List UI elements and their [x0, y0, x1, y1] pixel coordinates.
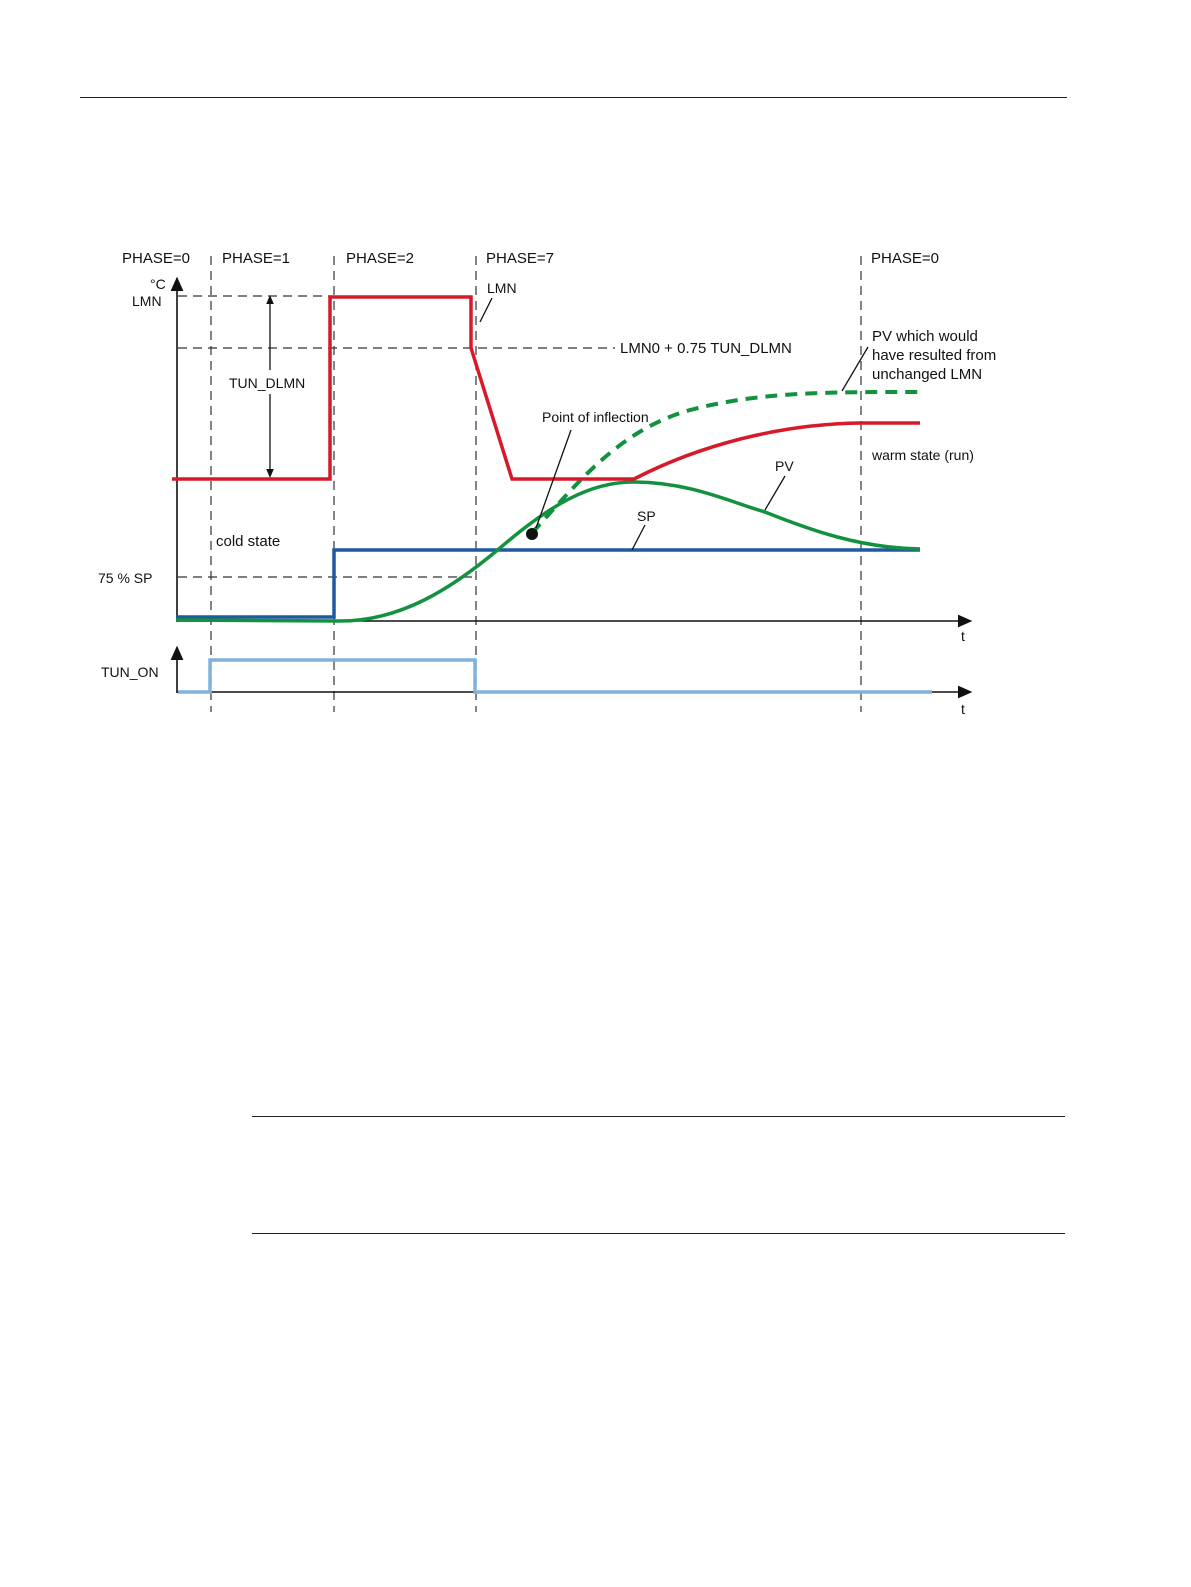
- axes: [177, 283, 966, 693]
- pv-projected-note-line3: unchanged LMN: [872, 366, 983, 383]
- y-axis-unit-label: °C: [150, 276, 166, 292]
- y-axis-lmn-label: LMN: [132, 293, 162, 309]
- note-rule-top: [252, 1116, 1065, 1117]
- note-rule-bottom: [252, 1233, 1065, 1234]
- lmn-leader: [480, 298, 492, 322]
- phase-boundaries: [211, 256, 861, 712]
- lmn-curve-label: LMN: [487, 280, 517, 296]
- tun-on-label: TUN_ON: [101, 664, 159, 680]
- phase-label-7: PHASE=7: [486, 250, 554, 267]
- lmn-threshold-label: LMN0 + 0.75 TUN_DLMN: [620, 340, 792, 357]
- inflection-point-marker: [526, 528, 538, 540]
- sp-75-label: 75 % SP: [98, 570, 153, 586]
- warm-state-label: warm state (run): [872, 447, 974, 463]
- pv-projected-note-line1: PV which would: [872, 328, 978, 345]
- pv-projected-leader: [842, 347, 868, 391]
- sp-curve: [176, 550, 920, 617]
- leader-lines: [480, 298, 868, 550]
- phase-label-2: PHASE=2: [346, 250, 414, 267]
- inflection-label: Point of inflection: [542, 409, 649, 425]
- pv-leader: [765, 476, 785, 510]
- pv-label: PV: [775, 458, 794, 474]
- main-time-label: t: [961, 628, 965, 644]
- sp-label: SP: [637, 508, 656, 524]
- tun-dlmn-label: TUN_DLMN: [229, 375, 306, 391]
- phase-label-0-start: PHASE=0: [122, 250, 190, 267]
- tuning-phase-diagram: [0, 0, 1191, 760]
- sub-time-label: t: [961, 701, 965, 717]
- sp-leader: [632, 525, 645, 550]
- phase-label-0-end: PHASE=0: [871, 250, 939, 267]
- phase-label-1: PHASE=1: [222, 250, 290, 267]
- tun-on-signal: [178, 660, 932, 692]
- pv-projected-note-line2: have resulted from: [872, 347, 997, 364]
- cold-state-label: cold state: [216, 533, 281, 550]
